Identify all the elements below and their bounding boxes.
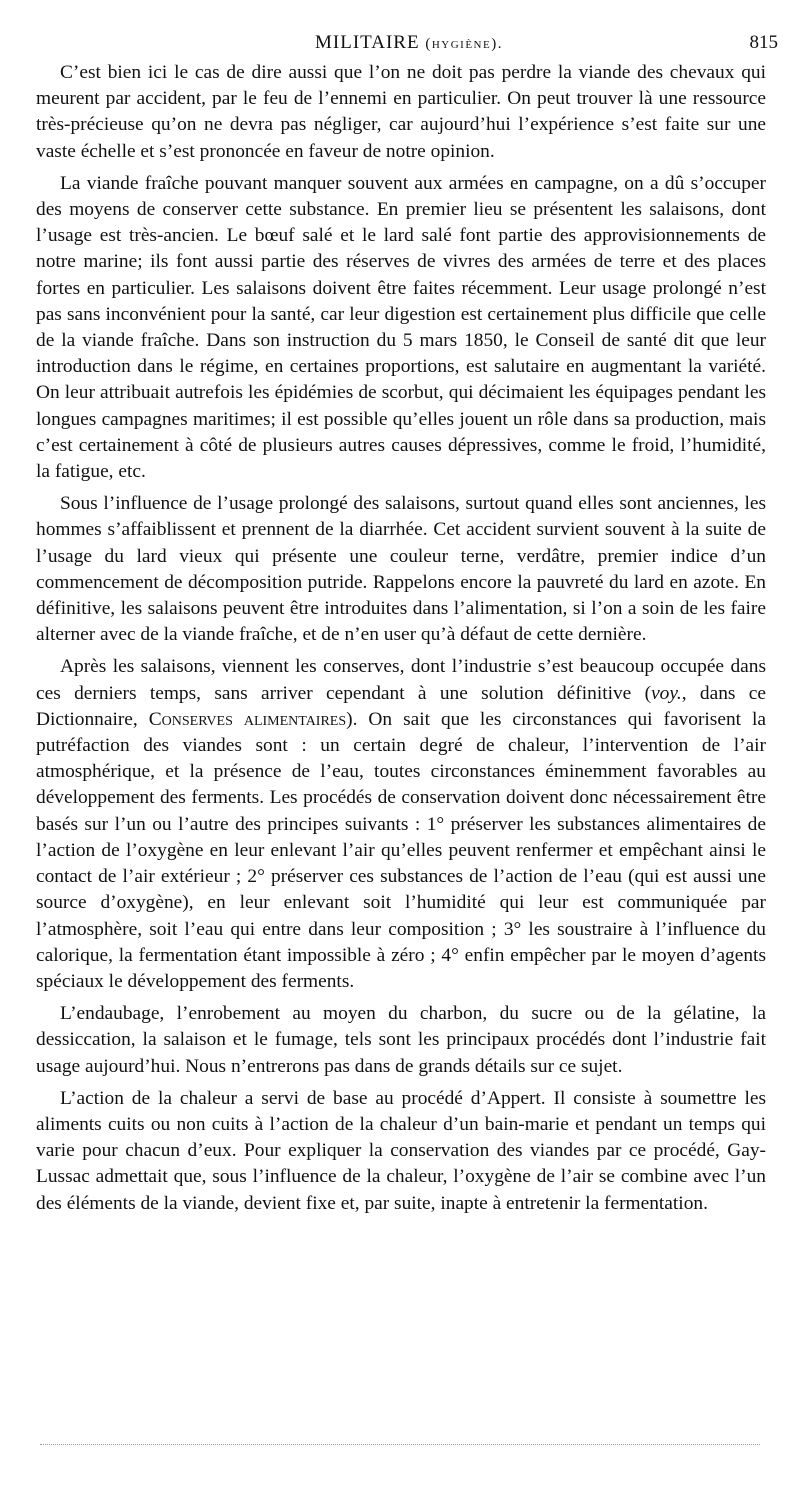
paragraph-4-part-1: Après les salaisons, viennent les conserves, dont l’industrie s’est beaucoup occupée dans ces derniers temps, sans arriver cependant à une solution définitive ( bbox=[36, 656, 766, 704]
header-title-main: MILITAIRE bbox=[315, 32, 420, 53]
paragraph-6: L’action de la chaleur a servi de base au procédé d’Appert. Il consiste à soumettre les aliments cuits ou non cuits à l’action de la chaleur d’un bain-marie et pendant un temps qui varie pour chacun d’eux. Pour expliquer la conservation des viandes par ce procédé, Gay-Lussac admettait que, sous l’influence de la chaleur, l’oxygène de l’air se combine avec l’un des éléments de la viande, devient fixe et, par suite, inapte à entretenir la fermentation. bbox=[36, 1087, 766, 1214]
paragraph-4-part-3: ). On sait que les circonstances qui favorisent la putréfaction des viandes sont : un certain degré de chaleur, l’intervention de l’air atmosphérique, et la présence de l’eau, toutes circonstances éminemment favorables au développement des ferments. Les procédés de conservation doivent donc nécessairement être basés sur l’un ou l’autre des principes suivants : 1° préserver les substances alimentaires de l’action de l’oxygène en leur enlevant l’air qu’elles peuvent renfermer et empêchant ainsi le contact de l’air extérieur ; 2° préserver ces substances de l’action de l’eau (qui est aussi une source d’oxygène), en leur enlevant soit l’humidité qui leur est communiquée par l’atmosphère, soit l’eau qui entre dans leur composition ; 3° les soustraire à l’influence du calorique, la fermentation étant impossible à zéro ; 4° enfin empêcher par le moyen d’agents spéciaux le développement des ferments. bbox=[36, 708, 766, 992]
paragraph-4-part-2: , dans ce Dictionnaire, bbox=[36, 682, 766, 730]
page-number: 815 bbox=[749, 32, 778, 53]
running-header bbox=[40, 32, 778, 56]
voy-abbreviation: voy. bbox=[651, 682, 682, 704]
paragraph-3: Sous l’influence de l’usage prolongé des salaisons, surtout quand elles sont anciennes, les hommes s’affaiblissent et prennent de la diarrhée. Cet accident survient souvent à la suite de l’usage du lard vieux qui présente une couleur terne, verdâtre, premier indice d’un commencement de décomposition putride. Rappelons encore la pauvreté du lard en azote. En définitive, les salaisons peuvent être introduites dans l’alimentation, si l’on a soin de les faire alterner avec de la viande fraîche, et de n’en user qu’à défaut de cette dernière. bbox=[36, 493, 766, 646]
paragraph-5: L’endaubage, l’enrobement au moyen du charbon, du sucre ou de la gélatine, la dessiccation, la salaison et le fumage, tels sont les principaux procédés dont l’industrie fait usage aujourd’hui. Nous n’entrerons pas dans de grands détails sur ce sujet. bbox=[36, 1003, 766, 1077]
footer-dotted-rule bbox=[40, 1444, 760, 1445]
paragraph-1: C’est bien ici le cas de dire aussi que l’on ne doit pas perdre la viande des chevaux qui meurent par accident, par le feu de l’ennemi en particulier. On peut trouver là une ressource très-précieuse qu’on ne devra pas négliger, car aujourd’hui l’expérience s’est faite sur une vaste échelle et s’est prononcée en faveur de notre opinion. bbox=[36, 62, 766, 162]
header-title bbox=[40, 32, 778, 54]
header-subtitle: (hygiène). bbox=[425, 36, 503, 52]
paragraph-2: La viande fraîche pouvant manquer souvent aux armées en campagne, on a dû s’occuper des moyens de conserver cette substance. En premier lieu se présentent les salaisons, dont l’usage est très-ancien. Le bœuf salé et le lard salé font partie des approvisionnements de notre marine; ils font aussi partie des réserves de vivres des armées de terre et des places fortes en particulier. Les salaisons doivent être faites récemment. Leur usage prolongé n’est pas sans inconvénient pour la santé, car leur digestion est certainement plus difficile que celle de la viande fraîche. Dans son instruction du 5 mars 1850, le Conseil de santé dit que leur introduction dans le régime, en certaines proportions, est salutaire en augmentant la variété. On leur attribuait autrefois les épidémies de scorbut, qui décimaient les équipages pendant les longues campagnes maritimes; il est possible qu’elles jouent un rôle dans sa production, mais c’est certainement à côté de plusieurs autres causes dépressives, comme le froid, l’humidité, la fatigue, etc. bbox=[36, 172, 766, 483]
body-text bbox=[36, 60, 766, 1223]
paragraph-4 bbox=[36, 654, 766, 995]
cross-reference: Conserves alimentaires bbox=[148, 708, 347, 730]
